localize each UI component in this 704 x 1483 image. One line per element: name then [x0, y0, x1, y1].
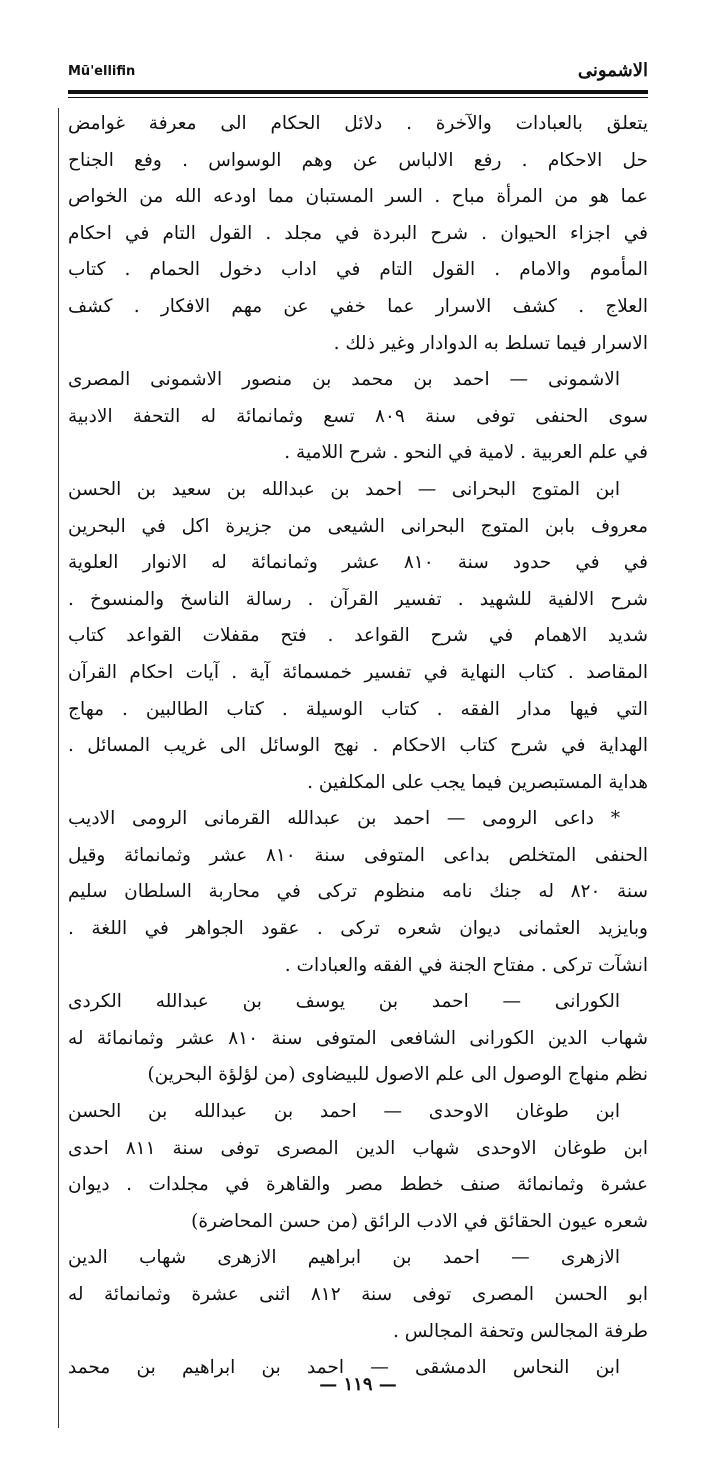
text-line: حل الاحكام . رفع الالباس عن وهم الوسواس . وفع الجناح — [68, 149, 648, 171]
text-line: الاسرار فيما تسلط به الدوادار وغير ذلك . — [333, 332, 648, 354]
text-line: ابو الحسن المصرى توفى سنة ٨١٢ اثنى عشرة وثمانمائة له — [68, 1284, 648, 1305]
text-line: سوى الحنفى توفى سنة ٨٠٩ تسع وثمانمائة له التحفة الادبية — [68, 405, 648, 427]
text-line: انشآت تركى . مفتاح الجنة في الفقه والعبادات . — [284, 954, 648, 976]
text-line: شديد الاهمام في شرح القواعد . فتح مقفلات القواعد كتاب — [68, 625, 648, 647]
text-line: معروف بابن المتوج البحرانى الشيعى من جزيرة اكل في البحرين — [68, 515, 648, 537]
text-line: التي فيها مدار الفقه . كتاب الوسيلة . كتاب الطالبين . مهاج — [68, 698, 648, 720]
text-line: المأموم والامام . القول التام في اداب دخول الحمام . كتاب — [68, 259, 648, 281]
header-right-title: الاشمونى — [577, 60, 648, 81]
text-line: في علم العربية . لامية في النحو . شرح اللامية . — [284, 442, 648, 464]
page — [68, 58, 648, 1438]
text-line: نظم منهاج الوصول الى علم الاصول للبيضاوى (من لؤلؤة البحرين) — [147, 1064, 648, 1086]
text-line: شعره عيون الحقائق في الادب الرائق (من حسن المحاضرة) — [191, 1210, 648, 1232]
text-line: في في حدود سنة ٨١٠ عشر وثمانمائة له الانوار العلوية — [68, 552, 648, 574]
header-rule-thin — [68, 97, 648, 98]
text-line: وبايزيد العثمانى ديوان شعره تركى . عقود الجواهر في اللغة . — [68, 918, 648, 940]
text-line: شرح الالفية للشهيد . تفسير القرآن . رسالة الناسخ والمنسوخ . — [68, 588, 648, 610]
text-line: ابن طوغان الاوحدى شهاب الدين المصرى توفى سنة ٨١١ احدى — [68, 1137, 648, 1159]
running-header — [68, 58, 648, 92]
text-line: في اجزاء الحيوان . شرح البردة في مجلد . القول التام في احكام — [68, 222, 648, 244]
header-left-title: Mū'ellifin — [68, 64, 136, 79]
text-line: الاشمونى — احمد بن محمد بن منصور الاشمونى المصرى — [68, 369, 620, 391]
text-line: الهداية في شرح كتاب الاحكام . نهج الوسائل الى غريب المسائل . — [68, 735, 648, 757]
text-line: ابن طوغان الاوحدى — احمد بن عبدالله بن الحسن — [68, 1101, 620, 1123]
body-text — [68, 106, 648, 1387]
text-line: الازهرى — احمد بن ابراهيم الازهرى شهاب الدين — [68, 1247, 620, 1269]
margin-line — [58, 108, 59, 1428]
text-line: الحنفى المتخلص بداعى المتوفى سنة ٨١٠ عشر وثمانمائة وقيل — [68, 844, 648, 866]
text-line: عشرة وثمانمائة صنف خطط مصر والقاهرة في مجلدات . ديوان — [68, 1174, 648, 1196]
text-line: الكورانى — احمد بن يوسف بن عبدالله الكردى — [68, 991, 620, 1013]
text-line: ابن النحاس الدمشقى — احمد بن ابراهيم بن محمد — [68, 1357, 620, 1379]
text-line: هداية المستبصرين فيما يجب على المكلفين . — [307, 771, 648, 793]
page-number: — ١١٩ — — [319, 1374, 397, 1395]
text-line: المقاصد . كتاب النهاية في تفسير خمسمائة آية . آيات احكام القرآن — [68, 661, 648, 683]
text-line: العلاج . كشف الاسرار عما خفي عن مهم الافكار . كشف — [68, 295, 648, 317]
text-line: شهاب الدين الكورانى الشافعى المتوفى سنة ٨١٠ عشر وثمانمائة له — [68, 1027, 648, 1049]
text-line: عما هو من المرأة مباح . السر المستبان مما اودعه الله من الخواص — [68, 186, 648, 208]
text-line: ابن المتوج البحرانى — احمد بن عبدالله بن سعيد بن الحسن — [68, 478, 620, 500]
text-line: سنة ٨٢٠ له جنك نامه منظوم تركى في محاربة السلطان سليم — [68, 881, 648, 903]
text-line: * داعى الرومى — احمد بن عبدالله القرمانى الرومى الاديب — [68, 808, 620, 830]
text-line: يتعلق بالعبادات والآخرة . دلائل الحكام الى معرفة غوامض — [68, 113, 648, 134]
text-line: طرفة المجالس وتحفة المجالس . — [393, 1320, 648, 1342]
header-rule-thick — [68, 90, 648, 94]
